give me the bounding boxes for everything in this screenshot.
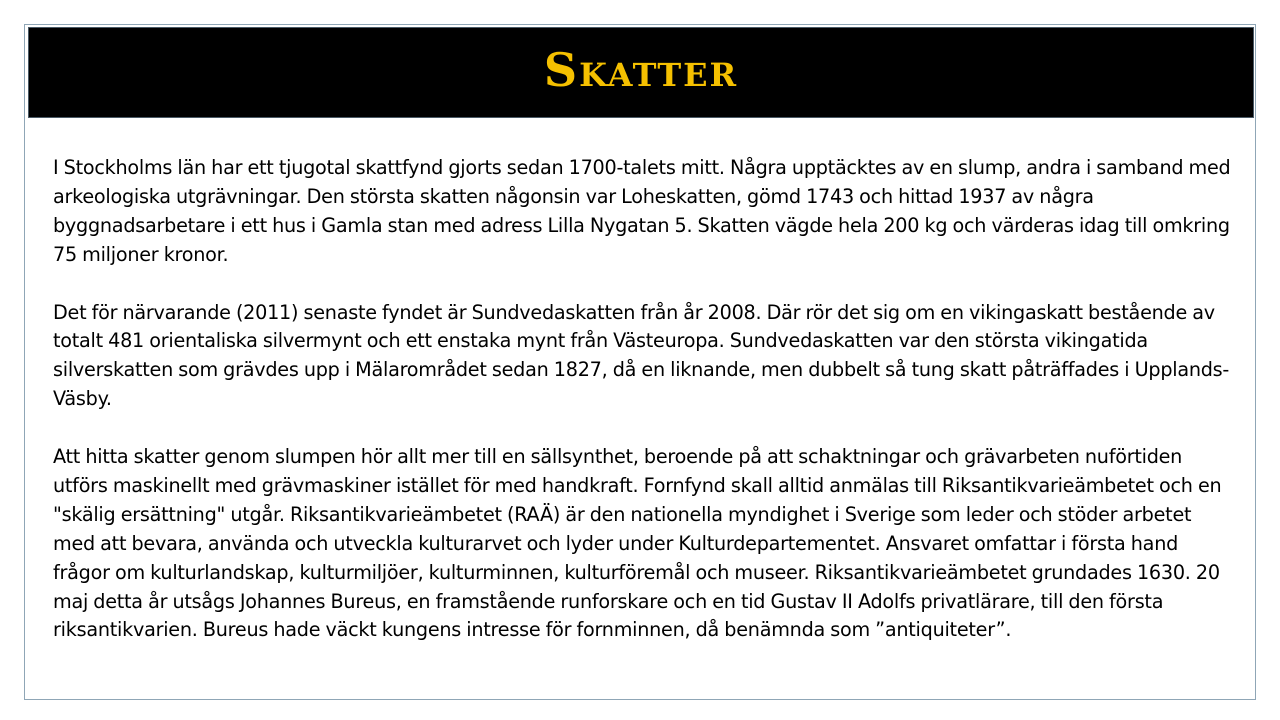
- paragraph-3: Att hitta skatter genom slumpen hör allt mer till en sällsynthet, beroende på att schaktningar och grävarbeten nuförtiden utförs maskinellt med grävmaskiner istället för med handkraft. Fornfynd skall alltid anmälas till Riksantikvarieämbetet och en "skälig ersättning" utgår. Riksantikvarieämbetet (RAÄ) är den nationella myndighet i Sverige som leder och stöder arbetet med att bevara, använda och utveckla kulturarvet och lyder under Kulturdepartementet. Ansvaret omfattar i första hand frågor om kulturlandskap, kulturmiljöer, kulturminnen, kulturföremål och museer. Riksantikvarieämbetet grundades 1630. 20 maj detta år utsågs Johannes Bureus, en framstående runforskare och en tid Gustav II Adolfs privatlärare, till den första riksantikvarien. Bureus hade väckt kungens intresse för fornminnen, då benämnda som ”antiquiteter”.: [53, 445, 1222, 642]
- paragraph-1: I Stockholms län har ett tjugotal skattfynd gjorts sedan 1700-talets mitt. Några upptäcktes av en slump, andra i samband med arkeologiska utgrävningar. Den största skatten någonsin var Loheskatten, gömd 1743 och hittad 1937 av några byggnadsarbetare i ett hus i Gamla stan med adress Lilla Nygatan 5. Skatten vägde hela 200 kg och värderas idag till omkring 75 miljoner kronor.: [53, 156, 1231, 266]
- paragraph-2: Det för närvarande (2011) senaste fyndet är Sundvedaskatten från år 2008. Där rör det sig om en vikingaskatt bestående av totalt 481 orientaliska silvermynt och ett enstaka mynt från Västeuropa. Sundvedaskatten var den största vikingatida silverskatten som grävdes upp i Mälarområdet sedan 1827, då en liknande, men dubbelt så tung skatt påträffades i Upplands-Väsby.: [53, 300, 1230, 411]
- slide-body: [53, 154, 1233, 645]
- title-bar: [28, 27, 1254, 118]
- slide-title: Skatter: [543, 42, 739, 97]
